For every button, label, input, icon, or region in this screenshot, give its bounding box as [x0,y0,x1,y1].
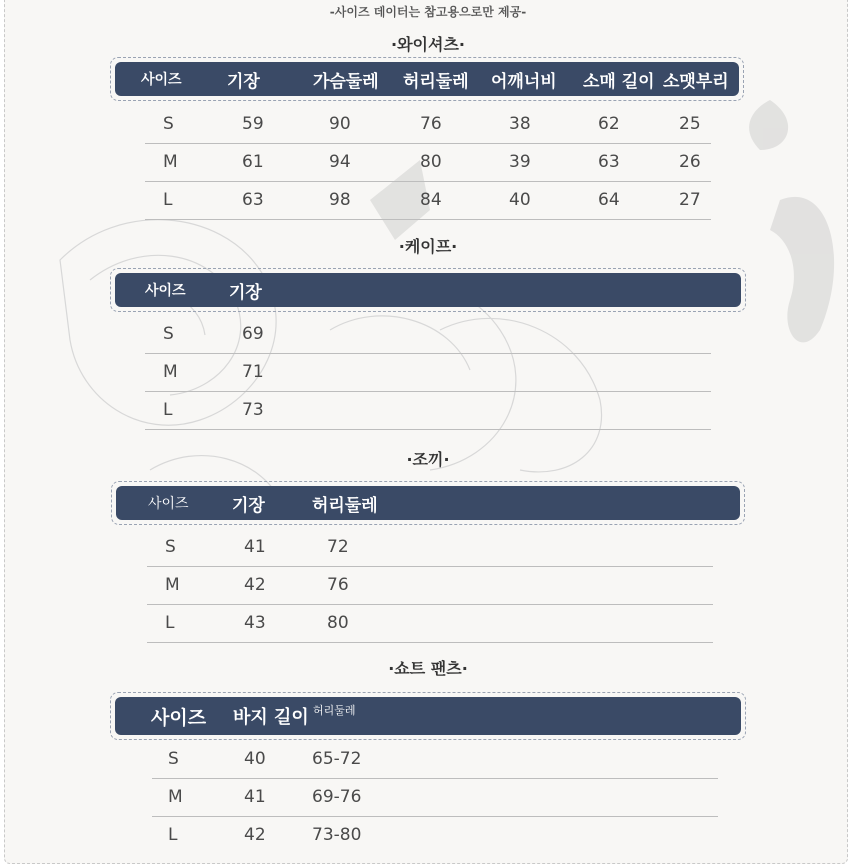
size-cell: S [163,114,174,134]
value-cell: 42 [244,825,266,845]
value-cell: 63 [598,152,620,172]
value-cell: 72 [327,537,349,557]
header-size: 사이즈 [151,706,207,729]
value-cell: 61 [242,152,264,172]
size-cell: S [168,749,179,769]
value-cell: 73 [242,400,264,420]
value-cell: 59 [242,114,264,134]
value-cell: 40 [244,749,266,769]
value-cell: 94 [329,152,351,172]
header-length: 기장 [229,282,262,303]
header-sleeve-length: 소매 길이 [583,71,655,92]
value-cell: 41 [244,537,266,557]
value-cell: 62 [598,114,620,134]
value-cell: 69 [242,324,264,344]
size-cell: M [165,575,180,595]
header-pants-length: 바지 길이 [233,707,309,728]
value-cell: 64 [598,190,620,210]
value-cell: 38 [509,114,531,134]
cape-header-bar [110,268,746,312]
size-cell: L [165,613,175,633]
header-cuff: 소맷부리 [663,71,729,92]
value-cell: 39 [509,152,531,172]
header-size: 사이즈 [148,496,189,512]
value-cell: 98 [329,190,351,210]
header-size: 사이즈 [141,72,182,88]
table-row [145,315,711,354]
header-length: 기장 [232,495,265,516]
table-row [145,143,711,182]
value-cell: 25 [679,114,701,134]
value-cell: 73-80 [312,825,362,845]
vest-section-title: ·조끼· [406,450,450,469]
value-cell: 80 [420,152,442,172]
value-cell: 42 [244,575,266,595]
table-row [147,528,713,567]
header-waist: 허리둘레 [403,71,469,92]
value-cell: 69-76 [312,787,362,807]
value-cell: 65-72 [312,749,362,769]
table-row [147,604,713,643]
value-cell: 90 [329,114,351,134]
size-cell: M [163,362,178,382]
shorts-section-title: ·쇼트 팬츠· [388,659,468,678]
table-row [152,740,718,779]
header-size: 사이즈 [145,283,186,299]
size-cell: M [163,152,178,172]
vest-header-bar [111,481,745,525]
value-cell: 40 [509,190,531,210]
size-reference-note: -사이즈 데이터는 참고용으로만 제공- [329,5,527,19]
table-row [145,353,711,392]
table-row [152,778,718,817]
header-shoulder: 어깨너비 [491,71,557,92]
shirt-header-bar [110,57,744,101]
value-cell: 63 [242,190,264,210]
table-row [145,105,711,144]
header-waist: 허리둘레 [312,495,378,516]
size-cell: S [163,324,174,344]
header-length: 기장 [227,71,260,92]
table-row [145,391,711,430]
value-cell: 80 [327,613,349,633]
table-row [152,816,718,854]
size-cell: L [163,190,173,210]
header-waist: 허리둘레 [313,704,356,717]
value-cell: 43 [244,613,266,633]
size-cell: L [168,825,178,845]
header-chest: 가슴둘레 [313,71,379,92]
value-cell: 71 [242,362,264,382]
value-cell: 26 [679,152,701,172]
size-cell: L [163,400,173,420]
value-cell: 84 [420,190,442,210]
value-cell: 76 [420,114,442,134]
value-cell: 76 [327,575,349,595]
table-row [145,181,711,220]
size-cell: M [168,787,183,807]
size-cell: S [165,537,176,557]
value-cell: 41 [244,787,266,807]
value-cell: 27 [679,190,701,210]
cape-section-title: ·케이프· [398,237,458,256]
table-row [147,566,713,605]
shorts-header-bar [110,692,746,740]
shirt-section-title: ·와이셔츠· [391,35,465,54]
